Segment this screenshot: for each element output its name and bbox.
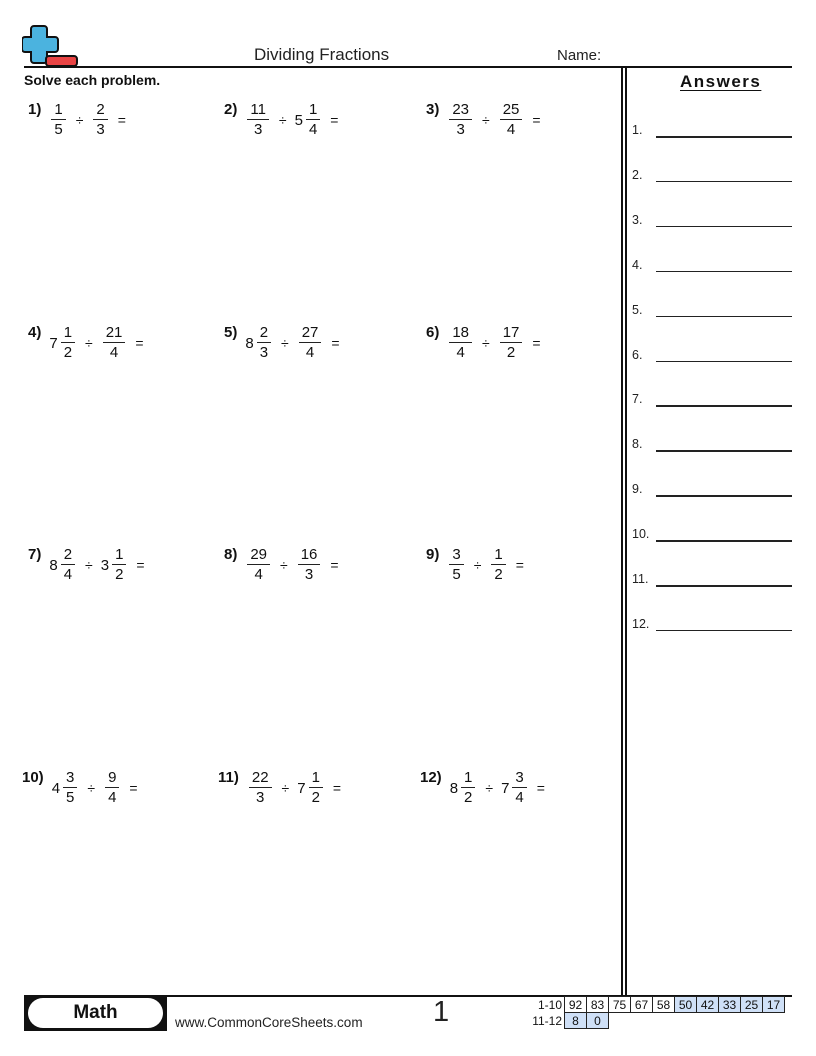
score-cell: 58 xyxy=(653,997,675,1013)
numerator: 1 xyxy=(115,545,124,563)
whole-number: 7 xyxy=(49,334,58,352)
instructions: Solve each problem. xyxy=(24,72,161,88)
empty-cell xyxy=(653,1013,675,1029)
answer-blank[interactable] xyxy=(656,361,792,363)
divide-sign: ÷ xyxy=(85,557,93,573)
empty-cell xyxy=(719,1013,741,1029)
fraction xyxy=(449,324,472,362)
problem-number: 3) xyxy=(426,101,440,118)
answer-number: 3. xyxy=(632,212,643,227)
numerator: 17 xyxy=(502,323,520,341)
problem-number: 2) xyxy=(224,101,238,118)
answer-number: 10. xyxy=(632,527,650,542)
numerator: 2 xyxy=(96,100,105,118)
divide-sign: ÷ xyxy=(482,335,490,351)
numerator: 3 xyxy=(515,768,524,786)
score-cell: 17 xyxy=(763,997,785,1013)
empty-cell xyxy=(675,1013,697,1029)
answer-row-3 xyxy=(632,213,792,233)
denominator: 2 xyxy=(311,789,320,807)
divide-sign: ÷ xyxy=(278,112,287,128)
score-table xyxy=(530,996,785,1029)
whole-number: 8 xyxy=(49,556,58,574)
problem-number: 11) xyxy=(218,769,239,786)
numerator: 27 xyxy=(301,323,319,341)
problem-number: 8) xyxy=(224,546,238,563)
problem-number: 12) xyxy=(420,769,442,786)
denominator: 3 xyxy=(259,344,269,362)
denominator: 4 xyxy=(305,344,315,362)
numerator: 2 xyxy=(259,323,269,341)
answers-divider-line xyxy=(621,68,623,995)
score-range-label: 11-12 xyxy=(532,1013,562,1028)
numerator: 29 xyxy=(250,545,268,563)
fraction xyxy=(105,769,119,807)
numerator: 21 xyxy=(105,323,123,341)
fraction xyxy=(309,769,323,807)
problem-3 xyxy=(426,95,541,145)
numerator: 25 xyxy=(502,100,520,118)
problem-9 xyxy=(426,540,524,590)
answer-row-5 xyxy=(632,303,792,323)
answer-blank[interactable] xyxy=(656,226,792,228)
denominator: 3 xyxy=(253,121,263,139)
empty-cell xyxy=(631,1013,653,1029)
fraction xyxy=(249,769,272,807)
problem-number: 4) xyxy=(28,324,42,341)
answer-blank[interactable] xyxy=(656,405,792,407)
fraction xyxy=(299,324,322,362)
numerator: 1 xyxy=(63,323,73,341)
answer-number: 1. xyxy=(632,123,643,137)
equals-sign: = xyxy=(117,112,126,128)
problem-number: 10) xyxy=(22,769,44,786)
denominator: 4 xyxy=(515,789,524,807)
answer-row-8 xyxy=(632,437,792,457)
whole-number: 5 xyxy=(294,111,303,129)
fraction xyxy=(512,769,526,807)
equals-sign: = xyxy=(136,557,145,573)
score-row xyxy=(530,997,785,1013)
equals-sign: = xyxy=(536,780,545,796)
equals-sign: = xyxy=(330,112,339,128)
answer-number: 5. xyxy=(632,302,643,317)
equals-sign: = xyxy=(331,335,340,351)
fraction xyxy=(500,324,523,362)
problem-6 xyxy=(426,318,541,368)
score-cell: 92 xyxy=(565,997,587,1013)
equals-sign: = xyxy=(330,557,339,573)
whole-number: 3 xyxy=(100,556,110,574)
equals-sign: = xyxy=(532,335,541,351)
whole-number: 4 xyxy=(51,779,61,797)
denominator: 3 xyxy=(456,121,465,139)
fraction xyxy=(461,769,475,807)
denominator: 4 xyxy=(506,121,516,139)
divide-sign: ÷ xyxy=(280,557,288,573)
answer-row-7 xyxy=(632,392,792,412)
subject-label: Math xyxy=(28,998,163,1028)
fraction xyxy=(61,324,75,362)
problem-10 xyxy=(22,763,138,813)
problem-4 xyxy=(28,318,144,368)
answer-number: 4. xyxy=(632,257,643,272)
denominator: 3 xyxy=(256,789,265,807)
answer-number: 6. xyxy=(632,347,643,362)
empty-cell xyxy=(609,1013,631,1029)
problem-2 xyxy=(224,95,338,145)
subject-badge xyxy=(24,995,167,1031)
page-number: 1 xyxy=(433,996,450,1028)
denominator: 4 xyxy=(456,344,465,362)
answer-blank[interactable] xyxy=(656,271,792,273)
empty-cell xyxy=(741,1013,763,1029)
denominator: 4 xyxy=(308,121,318,139)
plus-minus-logo-icon xyxy=(22,24,80,68)
denominator: 2 xyxy=(115,566,124,584)
denominator: 2 xyxy=(63,344,73,362)
score-cell: 42 xyxy=(697,997,719,1013)
denominator: 2 xyxy=(494,566,503,584)
score-cell: 83 xyxy=(587,997,609,1013)
problem-12 xyxy=(420,763,545,813)
numerator: 16 xyxy=(300,545,318,563)
equals-sign: = xyxy=(129,780,138,796)
answer-row-6 xyxy=(632,348,792,368)
denominator: 2 xyxy=(464,789,473,807)
numerator: 1 xyxy=(494,545,503,563)
score-range-label: 1-10 xyxy=(537,997,562,1012)
fraction xyxy=(500,101,523,139)
fraction xyxy=(61,546,75,584)
whole-number: 7 xyxy=(297,779,306,797)
fraction xyxy=(449,101,472,139)
fraction xyxy=(51,101,65,139)
fraction xyxy=(93,101,107,139)
whole-number: 8 xyxy=(245,334,254,352)
numerator: 1 xyxy=(308,100,318,118)
header-divider xyxy=(24,66,792,68)
divide-sign: ÷ xyxy=(473,557,482,573)
answer-blank[interactable] xyxy=(656,495,792,497)
problem-number: 5) xyxy=(224,324,238,341)
answers-heading: Answers xyxy=(680,72,762,91)
denominator: 3 xyxy=(304,566,314,584)
answer-row-9 xyxy=(632,482,792,502)
numerator: 11 xyxy=(250,100,266,118)
answer-blank[interactable] xyxy=(656,540,792,542)
score-cell: 67 xyxy=(631,997,653,1013)
numerator: 9 xyxy=(108,768,117,786)
fraction xyxy=(103,324,126,362)
problem-5 xyxy=(224,318,340,368)
whole-number: 7 xyxy=(501,779,510,797)
numerator: 22 xyxy=(251,768,269,786)
answer-number: 7. xyxy=(632,392,643,407)
divide-sign: ÷ xyxy=(482,112,490,128)
numerator: 23 xyxy=(452,100,470,118)
answer-number: 11. xyxy=(632,572,649,586)
whole-number: 8 xyxy=(449,779,459,797)
answer-number: 2. xyxy=(632,167,643,182)
numerator: 18 xyxy=(452,323,470,341)
denominator: 5 xyxy=(66,789,75,807)
answer-blank[interactable] xyxy=(656,630,792,632)
score-row xyxy=(530,1013,785,1029)
equals-sign: = xyxy=(515,557,524,573)
website-link[interactable]: www.CommonCoreSheets.com xyxy=(175,1015,363,1030)
denominator: 4 xyxy=(108,789,117,807)
fraction xyxy=(306,101,320,139)
answer-blank[interactable] xyxy=(656,585,792,587)
divide-sign: ÷ xyxy=(87,780,96,796)
numerator: 1 xyxy=(54,100,63,118)
fraction xyxy=(449,546,463,584)
divide-sign: ÷ xyxy=(85,335,93,351)
fraction xyxy=(112,546,126,584)
fraction xyxy=(491,546,505,584)
score-cell: 33 xyxy=(719,997,741,1013)
answers-divider-line xyxy=(625,68,627,995)
answer-blank[interactable] xyxy=(656,316,792,318)
divide-sign: ÷ xyxy=(281,335,289,351)
fraction xyxy=(247,101,269,139)
score-cell: 8 xyxy=(565,1013,587,1029)
denominator: 4 xyxy=(63,566,73,584)
answer-number: 8. xyxy=(632,437,643,452)
score-cell: 50 xyxy=(675,997,697,1013)
answer-number: 9. xyxy=(632,482,643,497)
problem-11 xyxy=(218,763,341,813)
denominator: 5 xyxy=(54,121,63,139)
fraction xyxy=(257,324,271,362)
numerator: 2 xyxy=(63,545,73,563)
fraction xyxy=(63,769,77,807)
answer-row-4 xyxy=(632,258,792,278)
denominator: 3 xyxy=(96,121,105,139)
divide-sign: ÷ xyxy=(75,112,84,128)
equals-sign: = xyxy=(135,335,144,351)
equals-sign: = xyxy=(532,112,541,128)
answer-row-1 xyxy=(632,123,792,143)
problem-7 xyxy=(28,540,145,590)
score-cell: 0 xyxy=(587,1013,609,1029)
problem-number: 1) xyxy=(28,101,42,118)
answer-row-12 xyxy=(632,617,792,637)
denominator: 5 xyxy=(452,566,461,584)
numerator: 1 xyxy=(311,768,320,786)
empty-cell xyxy=(763,1013,785,1029)
answer-blank[interactable] xyxy=(656,136,792,138)
empty-cell xyxy=(697,1013,719,1029)
equals-sign: = xyxy=(332,780,342,796)
answer-row-11 xyxy=(632,572,792,592)
answer-row-10 xyxy=(632,527,792,547)
fraction xyxy=(247,546,270,584)
answer-row-2 xyxy=(632,168,792,188)
numerator: 3 xyxy=(452,545,461,563)
problem-1 xyxy=(28,95,126,145)
name-label: Name: xyxy=(557,47,602,64)
divide-sign: ÷ xyxy=(281,780,290,796)
score-cell: 75 xyxy=(609,997,631,1013)
problem-8 xyxy=(224,540,339,590)
answer-number: 12. xyxy=(632,616,650,631)
denominator: 4 xyxy=(254,566,263,584)
score-cell: 25 xyxy=(741,997,763,1013)
divide-sign: ÷ xyxy=(485,780,494,796)
problem-number: 6) xyxy=(426,324,440,341)
page-title: Dividing Fractions xyxy=(254,45,390,64)
problem-number: 9) xyxy=(426,546,440,563)
denominator: 4 xyxy=(109,344,119,362)
fraction xyxy=(298,546,321,584)
answer-blank[interactable] xyxy=(656,181,792,183)
numerator: 3 xyxy=(66,768,75,786)
problem-number: 7) xyxy=(28,546,42,563)
numerator: 1 xyxy=(464,768,473,786)
answer-blank[interactable] xyxy=(656,450,792,452)
denominator: 2 xyxy=(506,344,516,362)
